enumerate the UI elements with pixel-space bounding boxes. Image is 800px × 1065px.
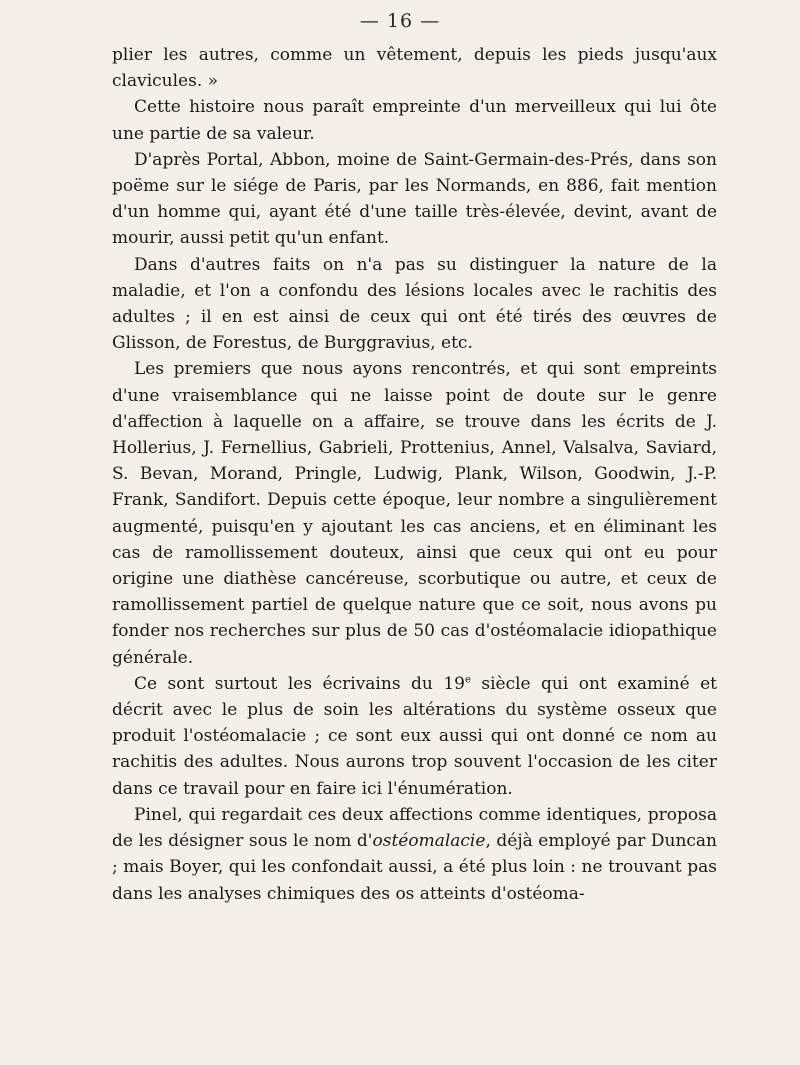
paragraph-autres-faits: Dans d'autres faits on n'a pas su distinguer la nature de la maladie, et l'on a confondu des lésions locales avec le rachitis des adultes ; il en est ainsi de ceux qui ont été tirés des œuvres de Glisson, de Forestus, de Burggravius, etc. — [112, 254, 717, 354]
body-text — [112, 42, 717, 907]
page-number: — 16 — — [359, 10, 441, 32]
term-osteomalacie: ostéomalacie — [372, 831, 486, 852]
paragraph-ecrivains-start: Ce sont surtout les écrivains du 19 — [134, 673, 465, 694]
paragraph-portal: D'après Portal, Abbon, moine de Saint-Germain-des-Prés, dans son poëme sur le siége de Paris, par les Normands, en 886, fait mention d'un homme qui, ayant été d'une taille très-élevée, devint, avant de mourir, aussi petit qu'un enfant. — [112, 149, 717, 249]
paragraph-pinel-start: Pinel, qui regardait ces deux affections comme identiques, proposa de les désigner sous le nom d' — [112, 804, 717, 852]
paragraph-premiers-cas: Les premiers que nous ayons rencontrés, et qui sont empreints d'une vraisemblance qui ne laisse point de doute sur le genre d'affection à laquelle on a affaire, se trouve dans les écrits de J. Hollerius, J. Fernellius, Gabrieli, Prottenius, Annel, Valsalva, Saviard, S. Bevan, Morand, Pringle, Ludwig, Plank, Wilson, Goodwin, J.-P. Frank, Sandifort. Depuis cette époque, leur nombre a singulièrement augmenté, puisqu'en y ajoutant les cas anciens, et en éliminant les cas de ramollissement douteux, ainsi que ceux qui ont eu pour origine une diathèse cancéreuse, scorbutique ou autre, et ceux de ramollissement partiel de quelque nature que ce soit, nous avons pu fonder nos recherches sur plus de 50 cas d'ostéomalacie idiopathique générale. — [112, 359, 717, 668]
paragraph-ecrivains-end: siècle qui ont examiné et décrit avec le plus de soin les altérations du système osseux que produit l'ostéomalacie ; ce sont eux aussi qui ont donné ce nom au rachitis des adultes. Nous aurons trop souvent l'occasion de les citer dans ce travail pour en faire ici l'énumération. — [112, 673, 717, 799]
paragraph-pinel-end: , déjà employé par Duncan ; mais Boyer, qui les confondait aussi, a été plus loin : ne trouvant pas dans les analyses chimiques des os atteints d'ostéoma- — [112, 831, 718, 904]
paragraph-continuation: plier les autres, comme un vêtement, depuis les pieds jusqu'aux clavicules. » — [112, 45, 717, 92]
paragraph-pinel — [112, 802, 717, 907]
paragraph-histoire: Cette histoire nous paraît empreinte d'un merveilleux qui lui ôte une partie de sa valeur. — [112, 97, 717, 144]
century-superscript: e — [464, 674, 471, 686]
paragraph-ecrivains — [112, 671, 717, 802]
